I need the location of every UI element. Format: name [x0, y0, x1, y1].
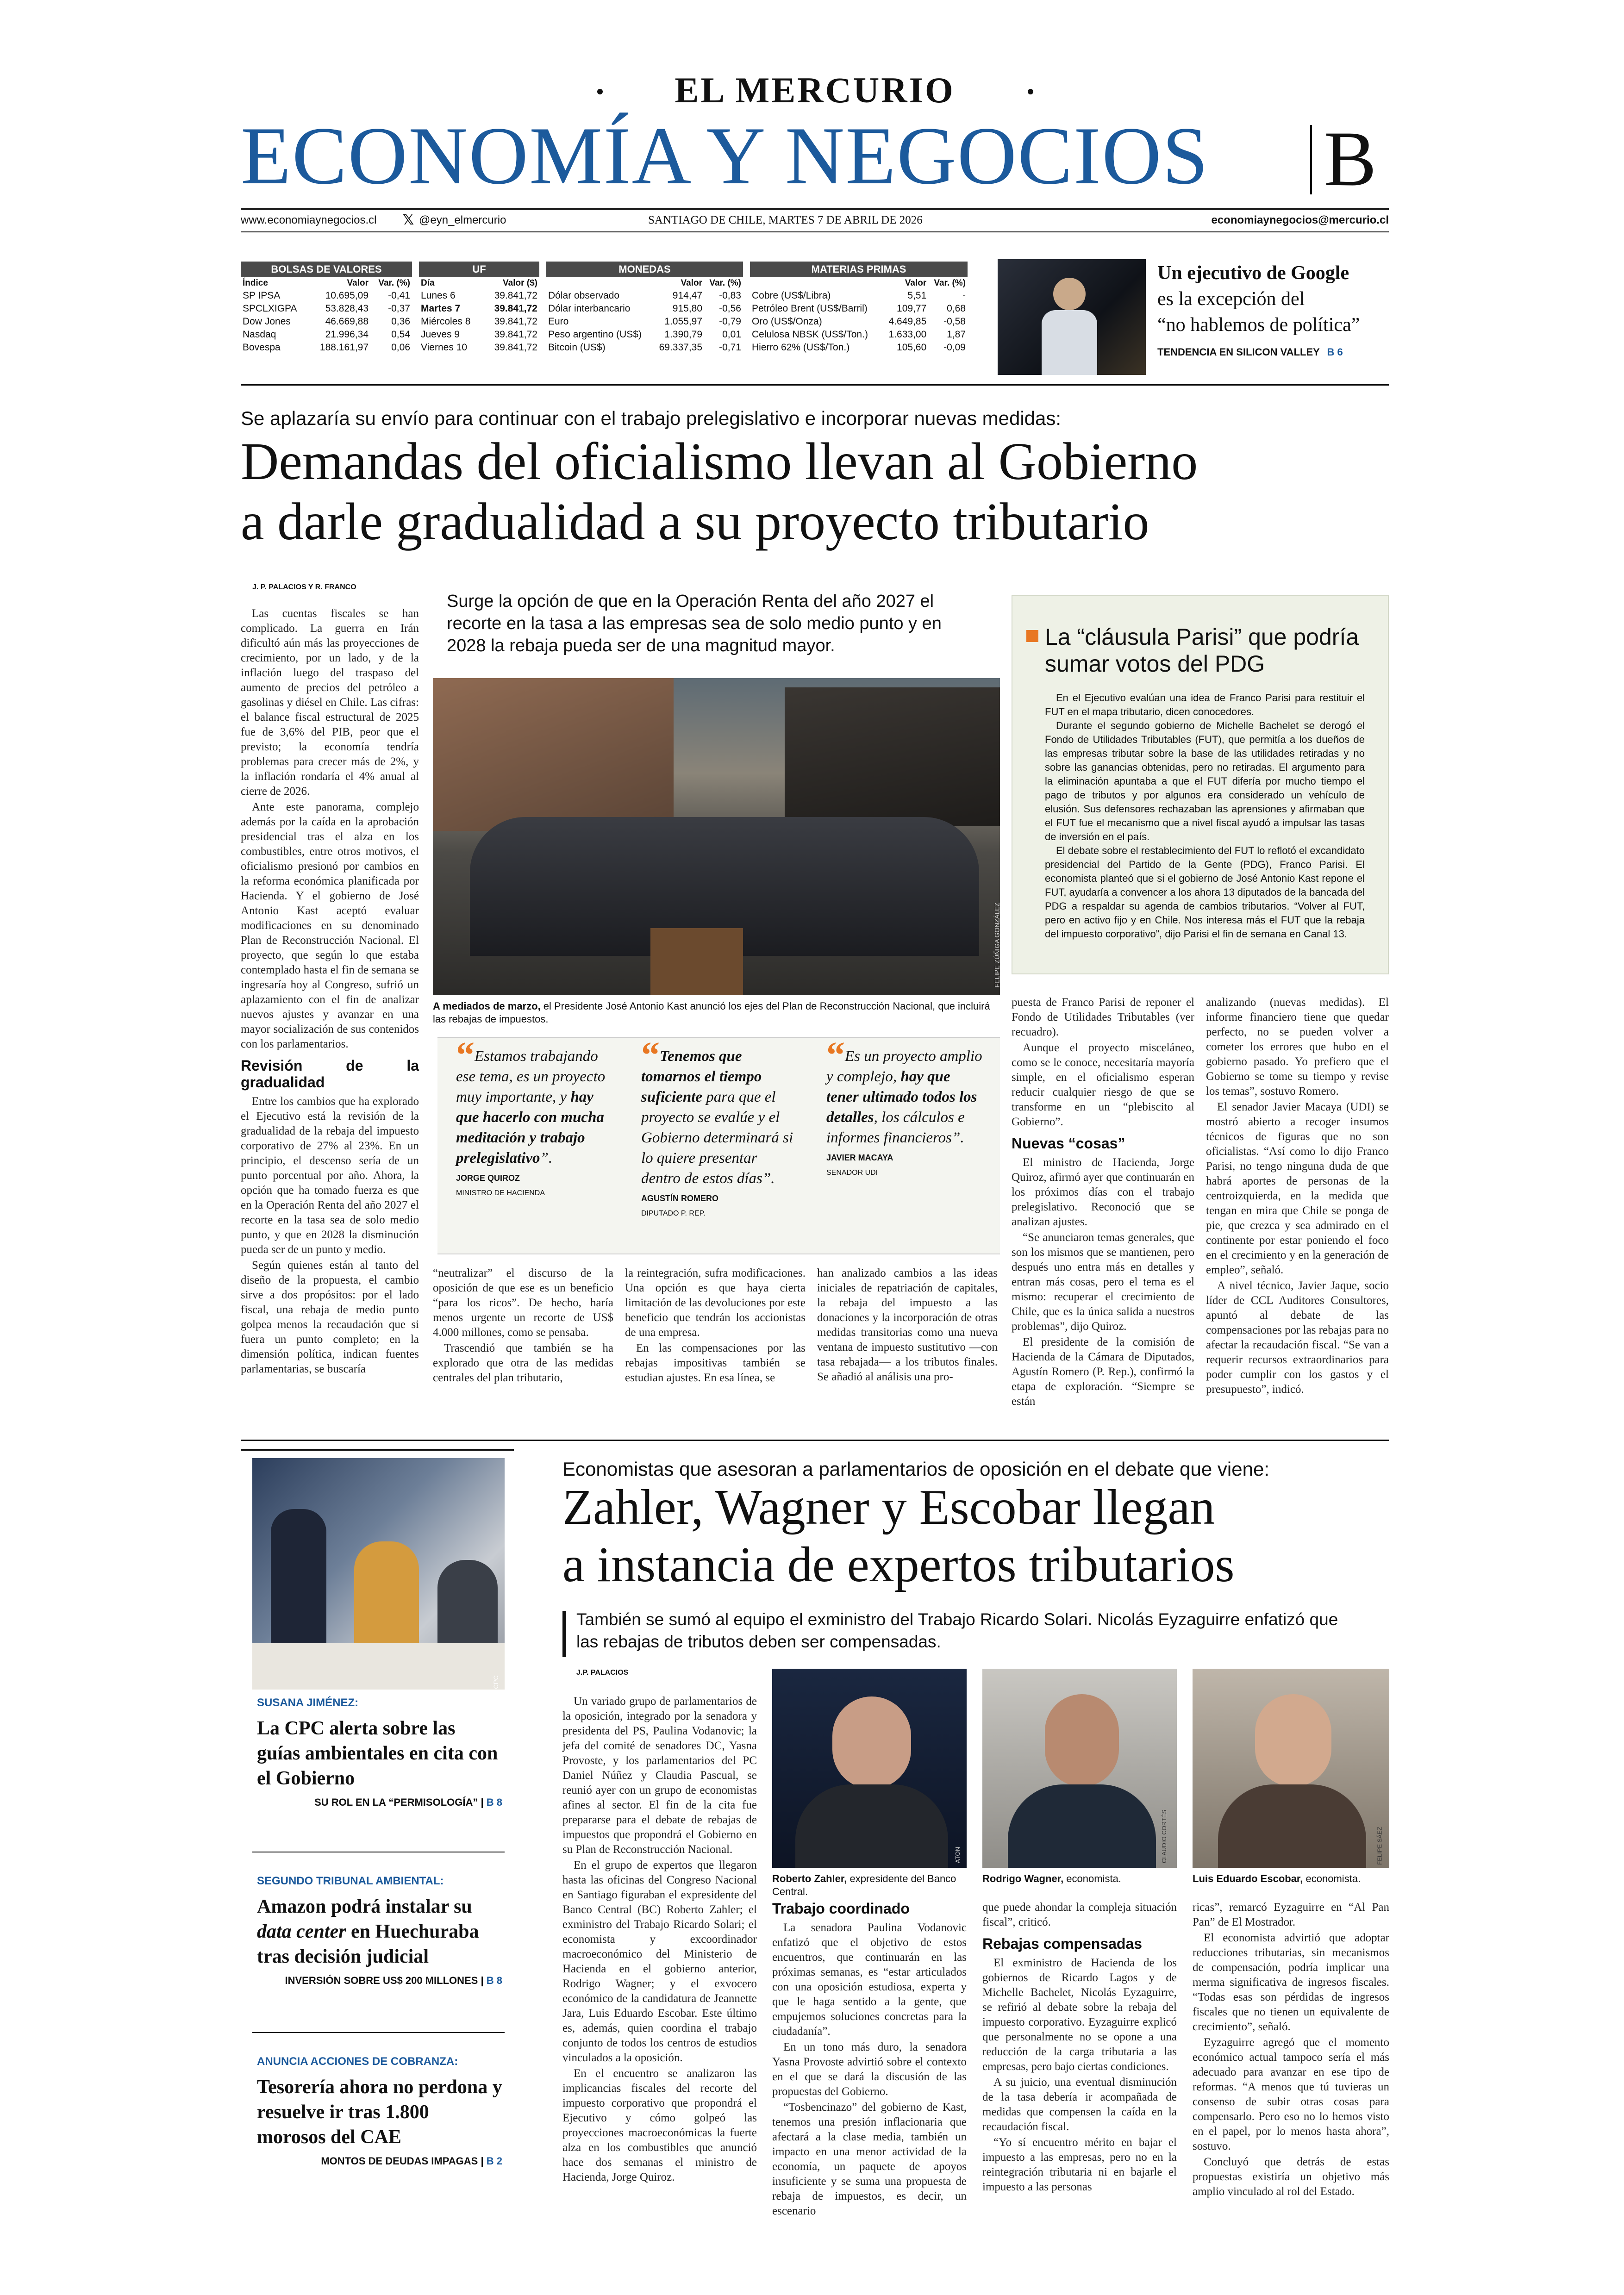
table-row: Petróleo Brent (US$/Barril) 109,77 0,68	[752, 303, 966, 314]
col-header: Valor ($)	[503, 278, 537, 288]
sidebar-item-title: La CPC alerta sobre las guías ambientales en cita con el Gobierno	[257, 1718, 498, 1789]
portrait-head	[832, 1696, 911, 1789]
headline-line2: a darle gradualidad a su proyecto tributario	[241, 492, 1149, 551]
masthead	[241, 69, 1389, 213]
sidebar-item-foot: MONTOS DE DEUDAS IMPAGAS	[321, 2155, 478, 2167]
quote-mark-icon: “	[826, 1035, 845, 1076]
paragraph: A nivel técnico, Javier Jaque, socio líder de CCL Auditores Consultores, apuntó al debate de las compensaciones por las rebajas para no afectar la recaudación fiscal. “Se van a requerir recursos extraordinarios para poder cumplir con los gastos y el presupuesto”, indicó.	[1206, 1279, 1389, 1396]
paragraph: puesta de Franco Parisi de reponer el Fondo de Utilidades Tributables (ver recuadro).	[1012, 996, 1194, 1038]
table-row: Euro 1.055,97 -0,79	[548, 316, 741, 327]
paragraph: Entre los cambios que ha explorado el Ejecutivo está la revisión de la gradualidad de la rebaja del impuesto corporativo de 27% al 23%. En un principio, el descenso sería de un punto porcentual por año. Ahora, la opción que ha tomado fuerza es que en la Operación Renta del año 2027 el recorte en la tasa sea de solo medio punto, y que en 2028 la disminución pueda ser de un punto y medio.	[241, 1095, 419, 1256]
main-photo-caption	[433, 1000, 1000, 1026]
sidebar-item-amazon[interactable]: SEGUNDO TRIBUNAL AMBIENTAL: Amazon podrá instalar su data center en Huechuraba tras decisión judicial INVERSIÓN SOBRE US$ 200 MILLONES | B 8	[257, 1875, 502, 1986]
portrait-body	[1218, 1784, 1366, 1868]
table-row: Jueves 9 39.841,72	[421, 329, 537, 340]
paragraph: Aunque el proyecto misceláneo, como se le conoce, necesitaría mayoría simple, en el oficialismo esperan reducir cualquier riesgo de que se transforme en un “plebiscito al Gobierno”.	[1012, 1041, 1194, 1128]
photo-building	[433, 678, 674, 831]
materias-title: MATERIAS PRIMAS	[750, 262, 968, 277]
promo-title-line1: Un ejecutivo de Google	[1157, 262, 1349, 284]
main-headline[interactable]	[241, 431, 1389, 552]
section-title: ECONOMÍA Y NEGOCIOS	[241, 110, 1209, 201]
paragraph: Según quienes están al tanto del diseño de la propuesta, el cambio sirve a dos propósitos: por el lado fiscal, una rebaja de medio punto golpea menos la recaudación que si fuera un punto completo; en la dimensión política, indican fuentes parlamentarias, se buscaría	[241, 1259, 419, 1375]
sidebar-top-rule	[241, 1449, 514, 1451]
portrait-body	[795, 1784, 948, 1868]
quote-quiroz: “Estamos trabajando ese tema, es un proyecto muy importante, y hay que hacerlo con mucha meditación y trabajo prelegislativo”. JORGE QUIROZ MINISTRO DE HACIENDA	[456, 1046, 613, 1204]
second-headline[interactable]	[562, 1479, 1391, 1594]
col-header: Valor	[905, 278, 927, 288]
parisi-box	[1012, 595, 1389, 974]
paragraph: Un variado grupo de parlamentarios de la oposición, integrado por la senadora y presidenta del PS, Paulina Vodanovic; la jefa del comité de senadores DC, Yasna Provoste, y los parlamentarios del PC Daniel Núñez y Claudia Pascual, se reunió ayer con un grupo de economistas afines al sector. El fin de la cita fue prepararse para el debate de rebajas de impuestos que propondrá el Gobierno en su Plan de Reconstrucción Nacional.	[562, 1695, 757, 1856]
info-bar-rule	[241, 231, 1389, 232]
paragraph: El debate sobre el restablecimiento del FUT lo reflotó el excandidato presidencial del Partido de la Gente (PDG), Franco Parisi. El economista planteó que si el gobierno de José Antonio Kast repone el FUT, ayudaría a convencer a los ahora 13 diputados de la bancada del PDG a respaldar su agenda de cambios tributarios. “Volver al FUT, pero en activo fijo y en Chile. Nos interesa más el FUT que la rebaja del impuesto corporativo”, dijo Parisi el fin de semana en Canal 13.	[1045, 845, 1365, 940]
table-row: Dólar observado 914,47 -0,83	[548, 290, 741, 301]
bolsas-table	[241, 277, 412, 354]
table-row: Viernes 10 39.841,72	[421, 342, 537, 353]
col-header: Día	[421, 278, 435, 288]
table-row: Oro (US$/Onza) 4.649,85 -0,58	[752, 316, 966, 327]
quote-author: JAVIER MACAYA	[826, 1153, 893, 1162]
headline-line1: Demandas del oficialismo llevan al Gobierno	[241, 432, 1198, 491]
summary-bar	[562, 1611, 566, 1657]
quote-role: DIPUTADO P. REP.	[641, 1210, 706, 1217]
info-bar	[241, 212, 1389, 231]
quote-mark-icon: “	[456, 1035, 475, 1076]
main-summary: Surge la opción de que en la Operación Renta del año 2027 el recorte en la tasa a las empresas sea de solo medio punto y en 2028 la rebaja pueda ser de una magnitud mayor.	[447, 592, 942, 655]
quote-author: AGUSTÍN ROMERO	[641, 1194, 719, 1203]
photo-credit: FELIPE ZÚÑIGA GONZÁLEZ	[993, 903, 1001, 988]
sidebar-item-page[interactable]: B 8	[486, 1796, 502, 1808]
paragraph: “neutralizar” el discurso de la oposición de que ese es un beneficio “para los ricos”. De hecho, haría menos urgente un recorte de US$ 4.000 millones, como se pensaba.	[433, 1267, 613, 1339]
table-row: Peso argentino (US$) 1.390,79 0,01	[548, 329, 741, 340]
table-row: Celulosa NBSK (US$/Ton.) 1.633,00 1,87	[752, 329, 966, 340]
escobar-photo[interactable]	[1193, 1669, 1389, 1868]
paragraph: El ministro de Hacienda, Jorge Quiroz, afirmó ayer que continuarán en los próximos días con el trabajo prelegislativo. Reconoció que se analizan ajustes.	[1012, 1156, 1194, 1228]
dateline: SANTIAGO DE CHILE, MARTES 7 DE ABRIL DE 2026	[648, 214, 923, 226]
second-column-1	[562, 1694, 757, 2186]
paragraph: A su juicio, una eventual disminución de la tasa debería ir acompañada de medidas que compensen la caída en la recaudación fiscal.	[982, 2076, 1177, 2133]
paragraph: “Se anunciaron temas generales, que son los mismos que se mantienen, pero después uno entra más en detalles y entran más cosas, pero el tema es el mismo: recuperar el crecimiento de Chile, que es la única salida a nuestros problemas”, dijo Quiroz.	[1012, 1231, 1194, 1333]
sidebar-item-title: Tesorería ahora no perdona y resuelve ir tras 1.800 morosos del CAE	[257, 2077, 502, 2148]
zahler-caption: Roberto Zahler, expresidente del Banco Central.	[772, 1873, 956, 1897]
paragraph: El senador Javier Macaya (UDI) se mostró abierto a recoger insumos técnicos de figuras que no son oficialistas. “Así como lo dijo Franco Parisi, no tengo ninguna duda de que habrá aportes de personas de la centroizquierda, en la medida que tengan en mira que Chile se ponga de pie, que crezca y sea admirado en el continente por estar poniendo el foco en el crecimiento y en la generación de empleo”, señaló.	[1206, 1101, 1389, 1276]
photo-person-left	[271, 1509, 326, 1662]
sidebar-item-foot: SU ROL EN LA “PERMISOLOGÍA”	[314, 1796, 478, 1808]
second-column-4	[1193, 1900, 1389, 2200]
subhead-rebajas-compensadas: Rebajas compensadas	[982, 1935, 1143, 1952]
paragraph: Durante el segundo gobierno de Michelle Bachelet se derogó el Fondo de Utilidades Tributables (FUT), que permitía a los dueños de las empresas tributar sobre la base de las utilidades retiradas y no sobre las ganancias obtenidas, pero no retiradas. El argumento para la eliminación apuntaba a que el FUT difería por mucho tiempo el pago de tributos y por algunos era considerado un vehículo de elusión. Sus defensores rechazaban las aprensiones y afirmaban que el FUT fue el mecanismo que a nivel fiscal ayudó a impulsar las tasas de inversión en el país.	[1045, 720, 1365, 842]
promo-google[interactable]	[1157, 260, 1389, 358]
paragraph: que puede ahondar la compleja situación fiscal”, criticó.	[982, 1901, 1177, 1928]
photo-person-center	[354, 1541, 419, 1648]
escobar-caption: Luis Eduardo Escobar, economista.	[1193, 1873, 1361, 1884]
paragraph: “Tosbencinazo” del gobierno de Kast, tenemos una presión inflacionaria que afectará a la clase media, también un impacto en una menor actividad de la economía, un paquete de apoyos insuficiente y se suma una propuesta de rebaja de impuestos, es decir, un escenario	[772, 2101, 967, 2217]
sidebar-item-head: ANUNCIA ACCIONES DE COBRANZA:	[257, 2055, 458, 2068]
monedas-title: MONEDAS	[546, 262, 743, 277]
quote-role: SENADOR UDI	[826, 1169, 878, 1177]
table-row: Hierro 62% (US$/Ton.) 105,60 -0,09	[752, 342, 966, 353]
paragraph: En el encuentro se analizaron las implicancias fiscales del recorte del impuesto corporativo que propondrá el Ejecutivo y cómo golpeó las proyecciones macroeconómicas la fuerte alza en los combustibles que anunció hace dos semanas el ministro de Hacienda, Jorge Quiroz.	[562, 2067, 757, 2183]
headline-line2: a instancia de expertos tributarios	[562, 1537, 1235, 1592]
masthead-rule	[241, 208, 1389, 210]
paragraph: En el Ejecutivo evalúan una idea de Franco Parisi para restituir el FUT en el mapa tributario, dicen conocedores.	[1045, 692, 1365, 717]
col-header: Var. (%)	[934, 278, 966, 288]
cpc-meeting-photo[interactable]	[252, 1458, 505, 1690]
col-header: Índice	[243, 278, 268, 288]
col-header: Valor	[681, 278, 703, 288]
second-byline: J.P. PALACIOS	[576, 1669, 629, 1677]
paragraph: Concluyó que detrás de estas propuestas existiría un objetivo más amplio vinculado al rol del Estado.	[1193, 2156, 1389, 2198]
markets-materias	[750, 262, 968, 354]
table-row: Bovespa 188.161,97 0,06	[243, 342, 410, 353]
bolsas-title: BOLSAS DE VALORES	[241, 262, 412, 277]
quote-romero: “Tenemos que tomarnos el tiempo suficiente para que el proyecto se evalúe y el Gobierno determinará si lo quiere presentar dentro de estos días”. AGUSTÍN ROMERO DIPUTADO P. REP.	[641, 1046, 799, 1224]
paragraph: la reintegración, sufra modificaciones. Una opción es que haya cierta limitación de las devoluciones por este beneficio que tendrán los accionistas de una empresa.	[625, 1267, 806, 1339]
section-letter: B	[1324, 115, 1377, 202]
paragraph: Ante este panorama, complejo además por la caída en la aprobación presidencial tras el alza en los combustibles, entre otros motivos, el oficialismo presionó por cambios en la reforma económica planificada por Hacienda. Y el gobierno de José Antonio Kast aceptó evaluar modificaciones en su denominado Plan de Reconstrucción Nacional. El proyecto, que según lo que estaba contemplado hasta el fin de semana se ingresaría hoy al Congreso, sufrió un aplazamiento con el fin de analizar nuevos ajustes y avanzar en una mayor socialización de sus contenidos con los parlamentarios.	[241, 801, 419, 1050]
photo-person-right	[437, 1560, 498, 1653]
zahler-photo[interactable]	[772, 1669, 967, 1868]
paragraph: En las compensaciones por las rebajas impositivas también se estudian ajustes. En esa línea, se	[625, 1342, 806, 1384]
quote-role: MINISTRO DE HACIENDA	[456, 1189, 545, 1197]
second-kicker: Economistas que asesoran a parlamentarios de oposición en el debate que viene:	[562, 1458, 1269, 1480]
sidebar-item-tesoreria[interactable]: ANUNCIA ACCIONES DE COBRANZA: Tesorería ahora no perdona y resuelve ir tras 1.800 morosos del CAE MONTOS DE DEUDAS IMPAGAS | B 2	[257, 2055, 502, 2167]
table-row: Cobre (US$/Libra) 5,51 -	[752, 290, 966, 301]
sidebar-item-page[interactable]: B 2	[486, 2155, 502, 2167]
quote-author: JORGE QUIROZ	[456, 1173, 520, 1183]
photo-burned-house	[785, 687, 1000, 826]
table-row: Bitcoin (US$) 69.337,35 -0,71	[548, 342, 741, 353]
caption-lead: A mediados de marzo,	[433, 1000, 541, 1012]
paragraph: han analizado cambios a las ideas iniciales de repatriación de capitales, la rebaja del impuesto a las donaciones y la incorporación de otras medidas transitorias como una nueva ventana de impuesto sustitutivo —con tasa rebajada— a los tributos finales. Se añadió al análisis una pro-	[817, 1267, 998, 1383]
photo-figure-body	[1042, 310, 1097, 375]
col-header: Var. (%)	[378, 278, 410, 288]
quote-mark-icon: “	[641, 1035, 660, 1076]
paragraph: El presidente de la comisión de Hacienda de la Cámara de Diputados, Agustín Romero (P. Rep.), confirmó la etapa de exploración. “Siempre se están	[1012, 1336, 1194, 1408]
sidebar-item-head: SUSANA JIMÉNEZ:	[257, 1696, 359, 1709]
uf-table	[419, 277, 539, 354]
paragraph: La senadora Paulina Vodanovic enfatizó que el objetivo de estos encuentros, que continuarán en las próximas semanas, es “estar articulados con una oposición estudiosa, experta y que le haga sentido a la gente, que empujemos soluciones concretas para la ciudadanía”.	[772, 1921, 967, 2038]
sidebar-item-foot: INVERSIÓN SOBRE US$ 200 MILLONES	[285, 1975, 478, 1986]
table-row: Dólar interbancario 915,80 -0,56	[548, 303, 741, 314]
promo-footer: TENDENCIA EN SILICON VALLEY	[1157, 346, 1320, 358]
box-title: La “cláusula Parisi” que podría sumar votos del PDG	[1045, 624, 1365, 677]
markets-monedas	[546, 262, 743, 354]
markets-bolsas	[241, 262, 412, 354]
paragraph: analizando (nuevas medidas). El informe financiero tiene que quedar perfecto, no se pueden volver a cometer los errores que hubo en el gobierno pasado. Yo prefiero que el Gobierno se tome su tiempo y revise los temas”, sostuvo Romero.	[1206, 996, 1389, 1098]
photo-credit: CPC	[492, 1675, 500, 1689]
sidebar-item-head: SEGUNDO TRIBUNAL AMBIENTAL:	[257, 1875, 444, 1887]
sidebar-divider	[252, 2032, 505, 2033]
kast-announcement-photo[interactable]	[433, 678, 1000, 995]
section-rule	[241, 1440, 1389, 1441]
table-row: Lunes 6 39.841,72	[421, 290, 537, 301]
monedas-table	[546, 277, 743, 354]
brand-dot-right	[1028, 89, 1033, 94]
portrait-head	[1255, 1694, 1331, 1787]
paragraph: En un tono más duro, la senadora Yasna Provoste advirtió sobre el contexto en el que se dará la discusión de las propuestas del Gobierno.	[772, 2041, 967, 2098]
markets-bottom-rule	[241, 384, 1389, 386]
promo-page[interactable]: B 6	[1327, 346, 1343, 358]
paragraph: Trascendió que también se ha explorado que otra de las medidas centrales del plan tributario,	[433, 1342, 613, 1384]
col-header: Var. (%)	[709, 278, 741, 288]
wagner-caption: Rodrigo Wagner, economista.	[982, 1873, 1121, 1884]
social-handle[interactable]: @eyn_elmercurio	[419, 214, 506, 226]
brand-name: EL MERCURIO	[675, 70, 955, 110]
table-row: SPCLXIGPA 53.828,43 -0,37	[243, 303, 410, 314]
col-header: Valor	[347, 278, 369, 288]
table-row: Miércoles 8 39.841,72	[421, 316, 537, 327]
google-executive-photo[interactable]	[998, 259, 1146, 375]
main-column-3	[625, 1266, 806, 1386]
headline-line1: Zahler, Wagner y Escobar llegan	[562, 1480, 1215, 1535]
main-column-4	[817, 1266, 998, 1385]
paragraph: Las cuentas fiscales se han complicado. La guerra en Irán dificultó aún más las proyecciones de crecimiento, por un lado, y de la inflación luego del traspaso del aumento de precios del petróleo a gasolinas y diésel en Chile. Las cifras: el balance fiscal estructural de 2025 fue de 3,6% del PIB, peor que el previsto; la economía tendría problemas para crecer más de 2%, y la inflación rondaría el 4% anual al cierre de 2026.	[241, 607, 419, 798]
x-logo-icon: 𝕏	[403, 212, 414, 228]
email-link[interactable]: economiaynegocios@mercurio.cl	[1211, 214, 1389, 226]
sidebar-item-page[interactable]: B 8	[486, 1975, 502, 1986]
main-column-5	[1012, 995, 1194, 1410]
website-link[interactable]: www.economiaynegocios.cl	[241, 214, 377, 226]
subhead-nuevas-cosas: Nuevas “cosas”	[1012, 1135, 1125, 1152]
materias-table	[750, 277, 968, 354]
portrait-body	[1008, 1784, 1156, 1868]
second-summary: También se sumó al equipo el exministro del Trabajo Ricardo Solari. Nicolás Eyzaguirre enfatizó que las rebajas de tributos deben ser compensadas.	[576, 1610, 1338, 1651]
photo-credit: ATON	[954, 1847, 962, 1863]
photo-credit: CLAUDIO CORTÉS	[1160, 1809, 1168, 1864]
paragraph: Eyzaguirre agregó que el momento económico actual tampoco sería el más adecuado para avanzar en ese tipo de reformas. “A menos que tú tuvieras un consenso de subir otras cosas para compensarlo. Pero eso no lo hemos visto en el papel, por lo menos hasta ahora”, sostuvo.	[1193, 2036, 1389, 2152]
main-column-6	[1206, 995, 1389, 1398]
main-kicker: Se aplazaría su envío para continuar con el trabajo prelegislativo e incorporar nuevas medidas:	[241, 407, 1062, 429]
main-column-1	[241, 606, 419, 1378]
portrait-head	[1045, 1694, 1119, 1787]
table-row: SP IPSA 10.695,09 -0,41	[243, 290, 410, 301]
caption-text: el Presidente José Antonio Kast anunció los ejes del Plan de Reconstrucción Nacional, que incluirá las rebajas de impuestos.	[433, 1000, 990, 1025]
table-row: Dow Jones 46.669,88 0,36	[243, 316, 410, 327]
photo-podium	[650, 928, 743, 995]
quote-macaya: “Es un proyecto amplio y complejo, hay que tener ultimado todos los detalles, los cálculos e informes financieros”. JAVIER MACAYA SENADOR UDI	[826, 1046, 984, 1183]
sidebar-item-title: Amazon podrá instalar su data center en Huechuraba tras decisión judicial	[257, 1896, 479, 1967]
photo-table	[252, 1643, 505, 1690]
paragraph: ricas”, remarcó Eyzaguirre en “Al Pan Pan” de El Mostrador.	[1193, 1901, 1389, 1928]
paragraph: El exministro de Hacienda de los gobiernos de Ricardo Lagos y de Michelle Bachelet, Nicolás Eyzaguirre, se refirió al debate sobre la rebaja del impuesto corporativo. Eyzaguirre explicó que personalmente no se opone a una reducción de la carga tributaria a las empresas, pero bajo ciertas condiciones.	[982, 1957, 1177, 2073]
orange-square-icon	[1026, 630, 1038, 642]
promo-title-line2: es la excepción del	[1157, 288, 1305, 310]
second-column-2	[772, 1900, 967, 2220]
box-body	[1045, 691, 1365, 941]
main-byline: J. P. PALACIOS Y R. FRANCO	[252, 583, 356, 591]
subhead-gradualidad: Revisión de la gradualidad	[241, 1057, 419, 1091]
uf-title: UF	[419, 262, 539, 277]
wagner-photo[interactable]	[982, 1669, 1177, 1868]
paragraph: “Yo sí encuentro mérito en bajar el impuesto a las empresas, pero no en la reintegración tributaria ni en bajarle el impuesto a las personas	[982, 2136, 1177, 2193]
photo-credit: FELIPE SÁEZ	[1376, 1827, 1383, 1865]
promo-title-line3: “no hablemos de política”	[1157, 314, 1360, 336]
table-row: Martes 7 39.841,72	[421, 303, 537, 314]
paragraph: En el grupo de expertos que llegaron hasta las oficinas del Congreso Nacional en Santiago figuraban el expresidente del Banco Central (BC) Roberto Zahler; el exministro del Trabajo Ricardo Solari; el economista y excoordinador macroeconómico del Ministerio de Hacienda en el gobierno anterior, Rodrigo Wagner; y el exvocero económico de la candidatura de Jeannette Jara, Luis Eduardo Escobar. Este último es, además, quien coordina el trabajo conjunto de todos los centros de estudios vinculados a la oposición.	[562, 1859, 757, 2064]
photo-figure	[1053, 278, 1086, 310]
section-divider	[1310, 125, 1312, 194]
sidebar-item-cpc[interactable]: SUSANA JIMÉNEZ: La CPC alerta sobre las guías ambientales en cita con el Gobierno SU ROL EN LA “PERMISOLOGÍA” | B 8	[257, 1696, 502, 1808]
brand-dot-left	[597, 89, 603, 94]
markets-uf	[419, 262, 539, 354]
second-column-3	[982, 1900, 1177, 2195]
subhead-trabajo-coordinado: Trabajo coordinado	[772, 1900, 910, 1917]
paragraph: El economista advirtió que adoptar reducciones tributarias, sin mecanismos de compensación, podría implicar una merma significativa de ingresos fiscales. “Todas esas son pérdidas de ingresos fiscales que no tienen un equivalente de crecimiento”, señaló.	[1193, 1932, 1389, 2033]
main-column-2	[433, 1266, 613, 1386]
table-row: Nasdaq 21.996,34 0,54	[243, 329, 410, 340]
